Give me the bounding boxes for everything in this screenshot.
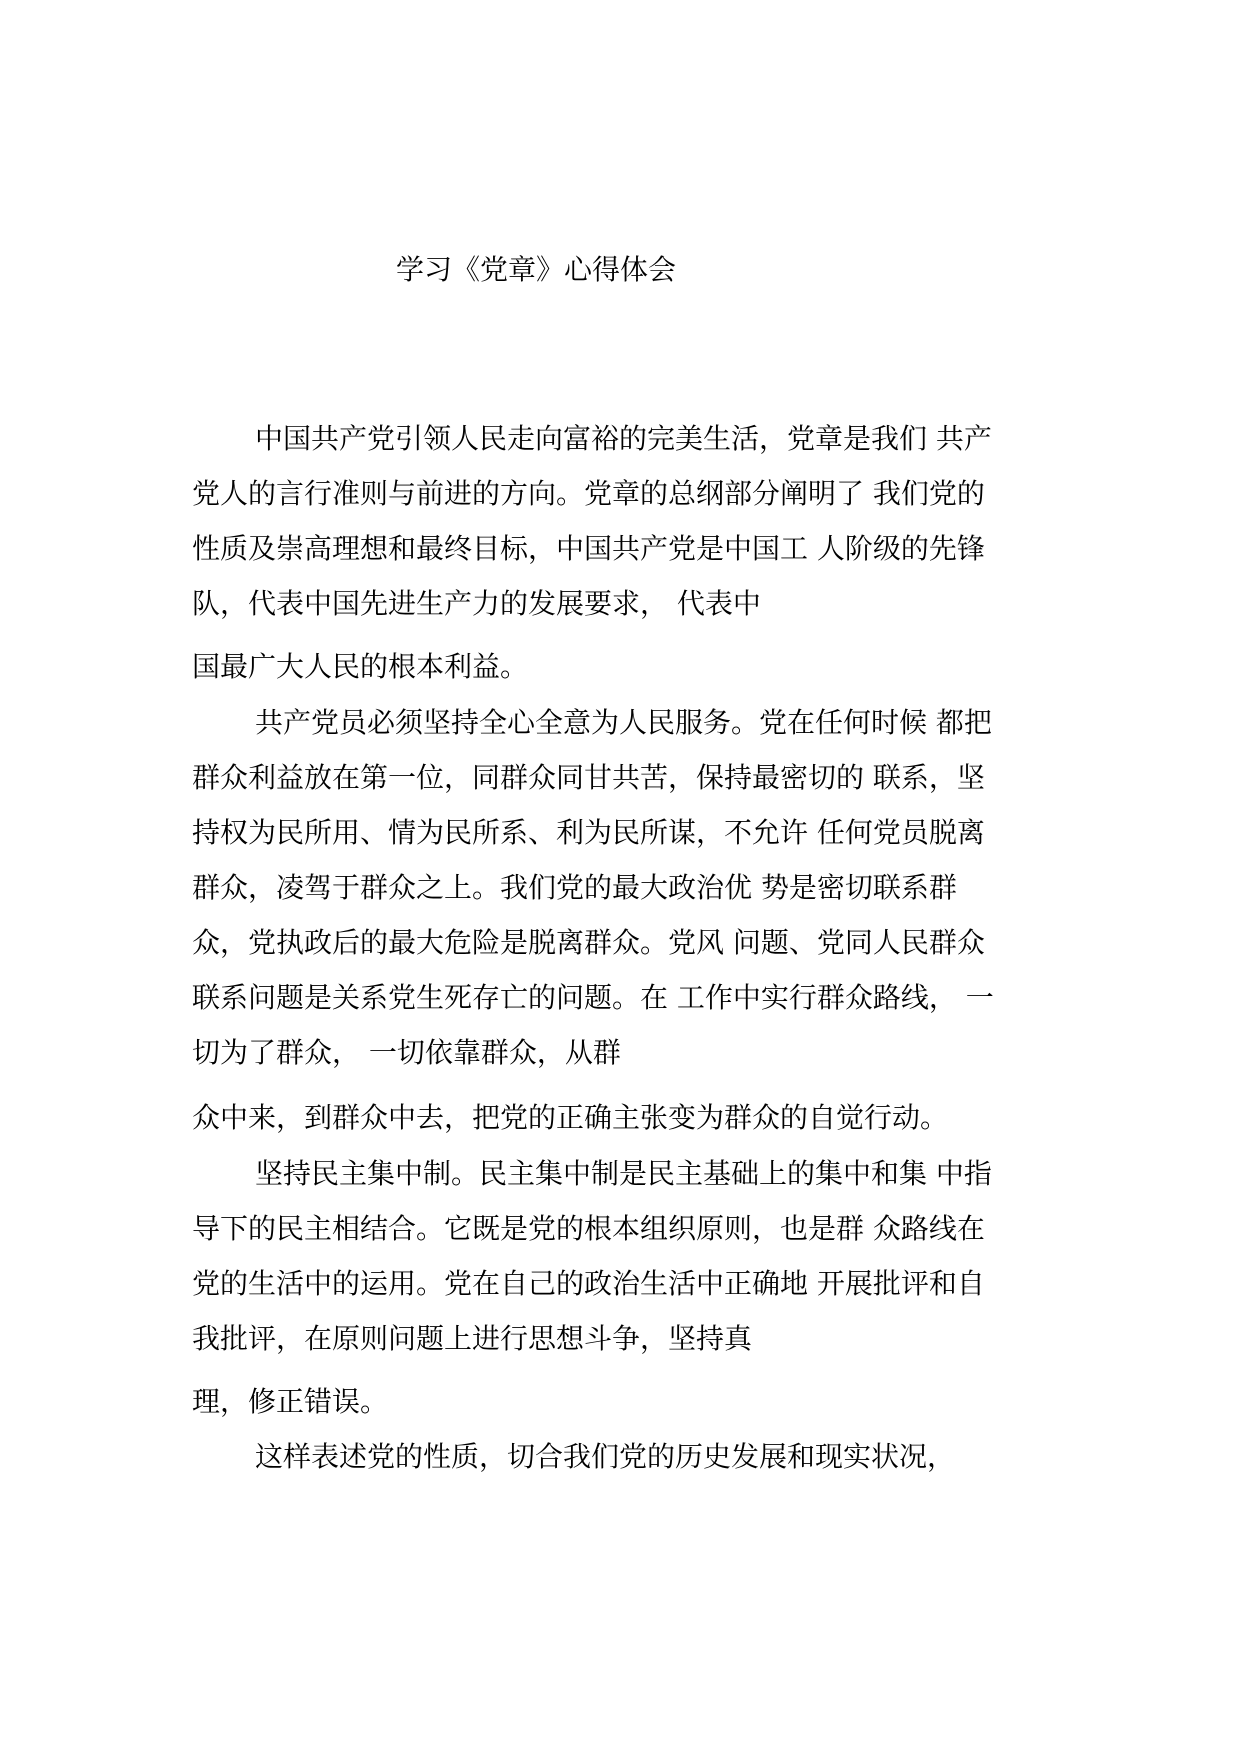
paragraph-line: 队，代表中国先进生产力的发展要求， 代表中	[192, 587, 761, 620]
paragraph-line: 众中来，到群众中去，把党的正确主张变为群众的自觉行动。	[192, 1101, 949, 1134]
paragraph-line: 这样表述党的性质，切合我们党的历史发展和现实状况，	[255, 1440, 956, 1473]
paragraph-line: 持权为民所用、情为民所系、利为民所谋，不允许 任何党员脱离	[192, 816, 985, 849]
paragraph-line: 坚持民主集中制。民主集中制是民主基础上的集中和集 中指	[255, 1157, 992, 1190]
paragraph-line: 党人的言行准则与前进的方向。党章的总纲部分阐明了 我们党的	[192, 477, 985, 510]
paragraph-line: 国最广大人民的根本利益。	[192, 650, 529, 683]
paragraph-line: 共产党员必须坚持全心全意为人民服务。党在任何时候 都把	[255, 706, 992, 739]
paragraph-line: 群众，凌驾于群众之上。我们党的最大政治优 势是密切联系群	[192, 871, 957, 904]
paragraph-line: 切为了群众， 一切依靠群众，从群	[192, 1036, 621, 1069]
paragraph-line: 中国共产党引领人民走向富裕的完美生活，党章是我们 共产	[255, 422, 992, 455]
document-title: 学习《党章》心得体会	[396, 253, 677, 286]
paragraph-line: 众，党执政后的最大危险是脱离群众。党风 问题、党同人民群众	[192, 926, 985, 959]
paragraph-line: 群众利益放在第一位，同群众同甘共苦，保持最密切的 联系，坚	[192, 761, 985, 794]
paragraph-line: 党的生活中的运用。党在自己的政治生活中正确地 开展批评和自	[192, 1267, 985, 1300]
paragraph-line: 我批评，在原则问题上进行思想斗争，坚持真	[192, 1322, 753, 1355]
paragraph-line: 联系问题是关系党生死存亡的问题。在 工作中实行群众路线， 一	[192, 981, 994, 1014]
paragraph-line: 导下的民主相结合。它既是党的根本组织原则，也是群 众路线在	[192, 1212, 985, 1245]
paragraph-line: 理，修正错误。	[192, 1385, 389, 1418]
paragraph-line: 性质及崇高理想和最终目标，中国共产党是中国工 人阶级的先锋	[192, 532, 985, 565]
